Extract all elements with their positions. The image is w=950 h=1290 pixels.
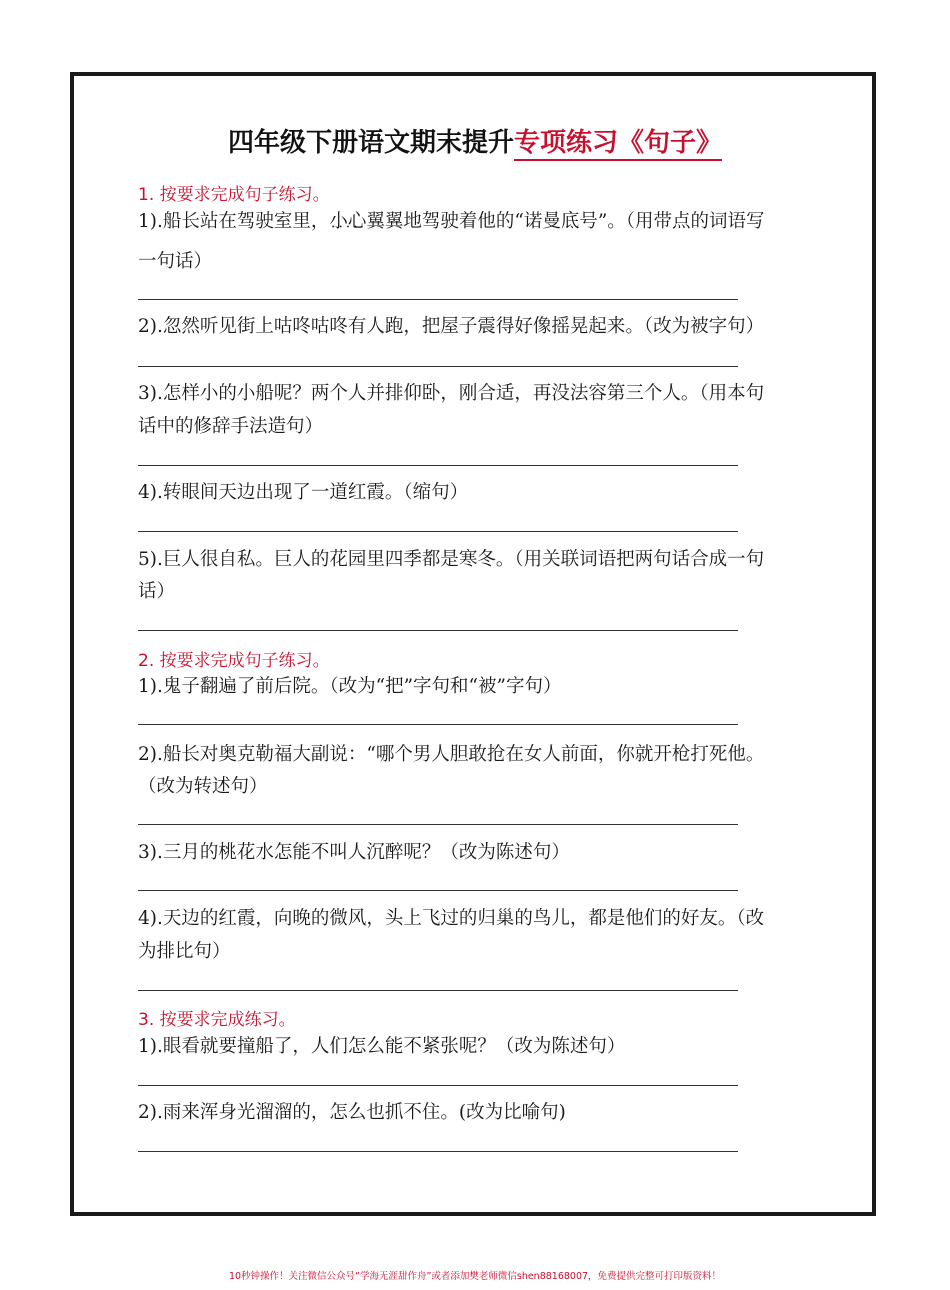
answer-line[interactable] <box>138 1085 738 1086</box>
answer-line[interactable] <box>138 299 738 300</box>
answer-line[interactable] <box>138 890 738 891</box>
answer-line[interactable] <box>138 724 738 725</box>
s2-q2-line1: 2).船长对奥克勒福大副说：“哪个男人胆敢抢在女人前面，你就开枪打死他。 <box>138 744 765 765</box>
section-2-heading: 2. 按要求完成句子练习。 <box>138 651 330 671</box>
s3-q1-line1: 1).眼看就要撞船了，人们怎么能不紧张呢？（改为陈述句） <box>138 1036 626 1057</box>
footer-note: 10秒钟操作！关注微信公众号“学海无涯甜作舟”或者添加樊老师微信shen88168007，免费提供完整可打印版资料！ <box>228 1271 722 1282</box>
s2-q2-line2: （改为转述句） <box>138 776 268 797</box>
s1-q4-line1: 4).转眼间天边出现了一道红霞。（缩句） <box>138 482 469 503</box>
s1-q1-line2: 一句话） <box>138 251 213 272</box>
title-highlight: 专项练习《句子》 <box>514 128 722 161</box>
s1-q2-line1: 2).忽然听见街上咕咚咕咚有人跑，把屋子震得好像摇晃起来。（改为被字句） <box>138 316 765 337</box>
title-main: 四年级下册语文期末提升 <box>227 128 514 158</box>
answer-line[interactable] <box>138 531 738 532</box>
s1-q1-line1: 1).船长站在驾驶室里，小心翼翼 • •地驾驶着他的“诺曼底号”。（用带点的词语写 <box>138 205 765 239</box>
s1-q5-line1: 5).巨人很自私。巨人的花园里四季都是寒冬。（用关联词语把两句话合成一句 <box>138 549 765 570</box>
s2-q1-line1: 1).鬼子翻遍了前后院。（改为“把”字句和“被”字句） <box>138 676 562 697</box>
s1-q5-line2: 话） <box>138 581 176 602</box>
dotted-word: 小心翼翼 • • <box>329 205 403 239</box>
s3-q2-line1: 2).雨来浑身光溜溜的，怎么也抓不住。(改为比喻句) <box>138 1102 566 1123</box>
section-3-heading: 3. 按要求完成练习。 <box>138 1010 296 1030</box>
answer-line[interactable] <box>138 366 738 367</box>
answer-line[interactable] <box>138 630 738 631</box>
s2-q3-line1: 3).三月的桃花水怎能不叫人沉醉呢？（改为陈述句） <box>138 842 570 863</box>
s1-q3-line1: 3).怎样小的小船呢？两个人并排仰卧，刚合适，再没法容第三个人。（用本句 <box>138 383 765 404</box>
answer-line[interactable] <box>138 1151 738 1152</box>
s1-q3-line2: 话中的修辞手法造句） <box>138 416 324 437</box>
answer-line[interactable] <box>138 990 738 991</box>
section-1-heading: 1. 按要求完成句子练习。 <box>138 185 330 205</box>
answer-line[interactable] <box>138 824 738 825</box>
s2-q4-line1: 4).天边的红霞，向晚的微风，头上飞过的归巢的鸟儿，都是他们的好友。（改 <box>138 908 765 929</box>
answer-line[interactable] <box>138 465 738 466</box>
s2-q4-line2: 为排比句） <box>138 941 231 962</box>
page-title <box>0 122 950 159</box>
